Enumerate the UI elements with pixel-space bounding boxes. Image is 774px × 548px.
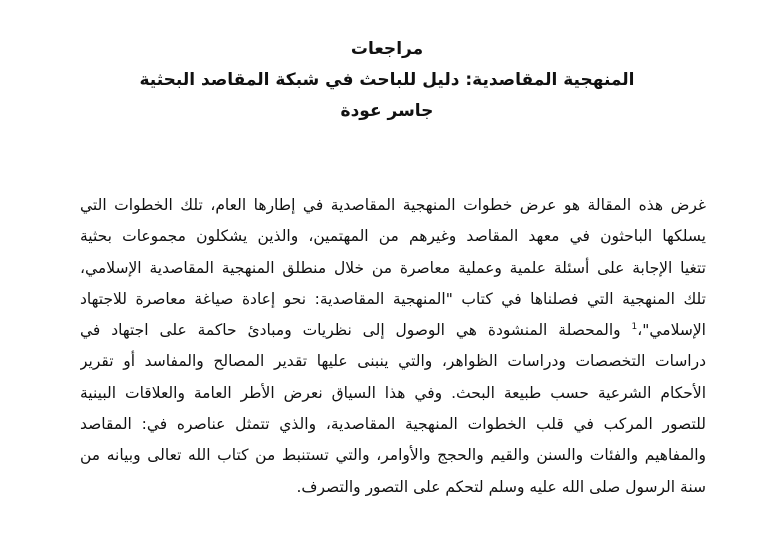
paragraph-line: يسلكها الباحثون في معهد المقاصد وغيرهم من المهتمين، والذين يشكلون مجموعات بحثية bbox=[80, 227, 706, 246]
document-header bbox=[0, 34, 774, 127]
paragraph-text: والمحصلة المنشودة هي الوصول إلى نظريات ومبادئ حاكمة على اجتهاد في bbox=[80, 321, 621, 340]
article-title: المنهجية المقاصدية: دليل للباحث في شبكة المقاصد البحثية bbox=[139, 70, 635, 90]
paragraph-line: سنة الرسول صلى الله عليه وسلم لتحكم على التصور والتصرف. bbox=[296, 477, 706, 496]
paragraph-line: دراسات التخصصات ودراسات الظواهر، والتي ينبنى عليها تقدير المصالح والمفاسد أو تقرير bbox=[80, 352, 706, 371]
paragraph-line: تلك المنهجية التي فصلناها في كتاب "المنهجية المقاصدية: نحو إعادة صياغة معاصرة للاجتهاد bbox=[80, 289, 706, 308]
paragraph-line-with-footnote bbox=[80, 315, 706, 346]
paragraph-line: والمفاهيم والفئات والسنن والقيم والحجج والأوامر، والتي تستنبط من كتاب الله تعالى وبيانه من bbox=[80, 446, 706, 465]
article-paragraph bbox=[80, 190, 706, 503]
paragraph-line: تتغيا الإجابة على أسئلة علمية وعملية معاصرة من خلال منطلق المنهجية المقاصدية الإسلامي، bbox=[80, 258, 706, 277]
footnote-reference[interactable]: 1 bbox=[631, 322, 638, 333]
paragraph-line: غرض هذه المقالة هو عرض خطوات المنهجية المقاصدية في إطارها العام، تلك الخطوات التي bbox=[80, 196, 706, 214]
author-name: جاسر عودة bbox=[340, 101, 434, 121]
paragraph-text: الإسلامي"، bbox=[637, 321, 706, 340]
paragraph-line: للتصور المركب في قلب الخطوات المنهجية المقاصدية، والذي تتمثل عناصره في: المقاصد bbox=[80, 415, 706, 434]
section-label: مراجعات bbox=[350, 39, 424, 59]
paragraph-line: الأحكام الشرعية حسب طبيعة البحث. وفي هذا السياق نعرض الأطر العامة والعلاقات البينية bbox=[80, 383, 706, 402]
